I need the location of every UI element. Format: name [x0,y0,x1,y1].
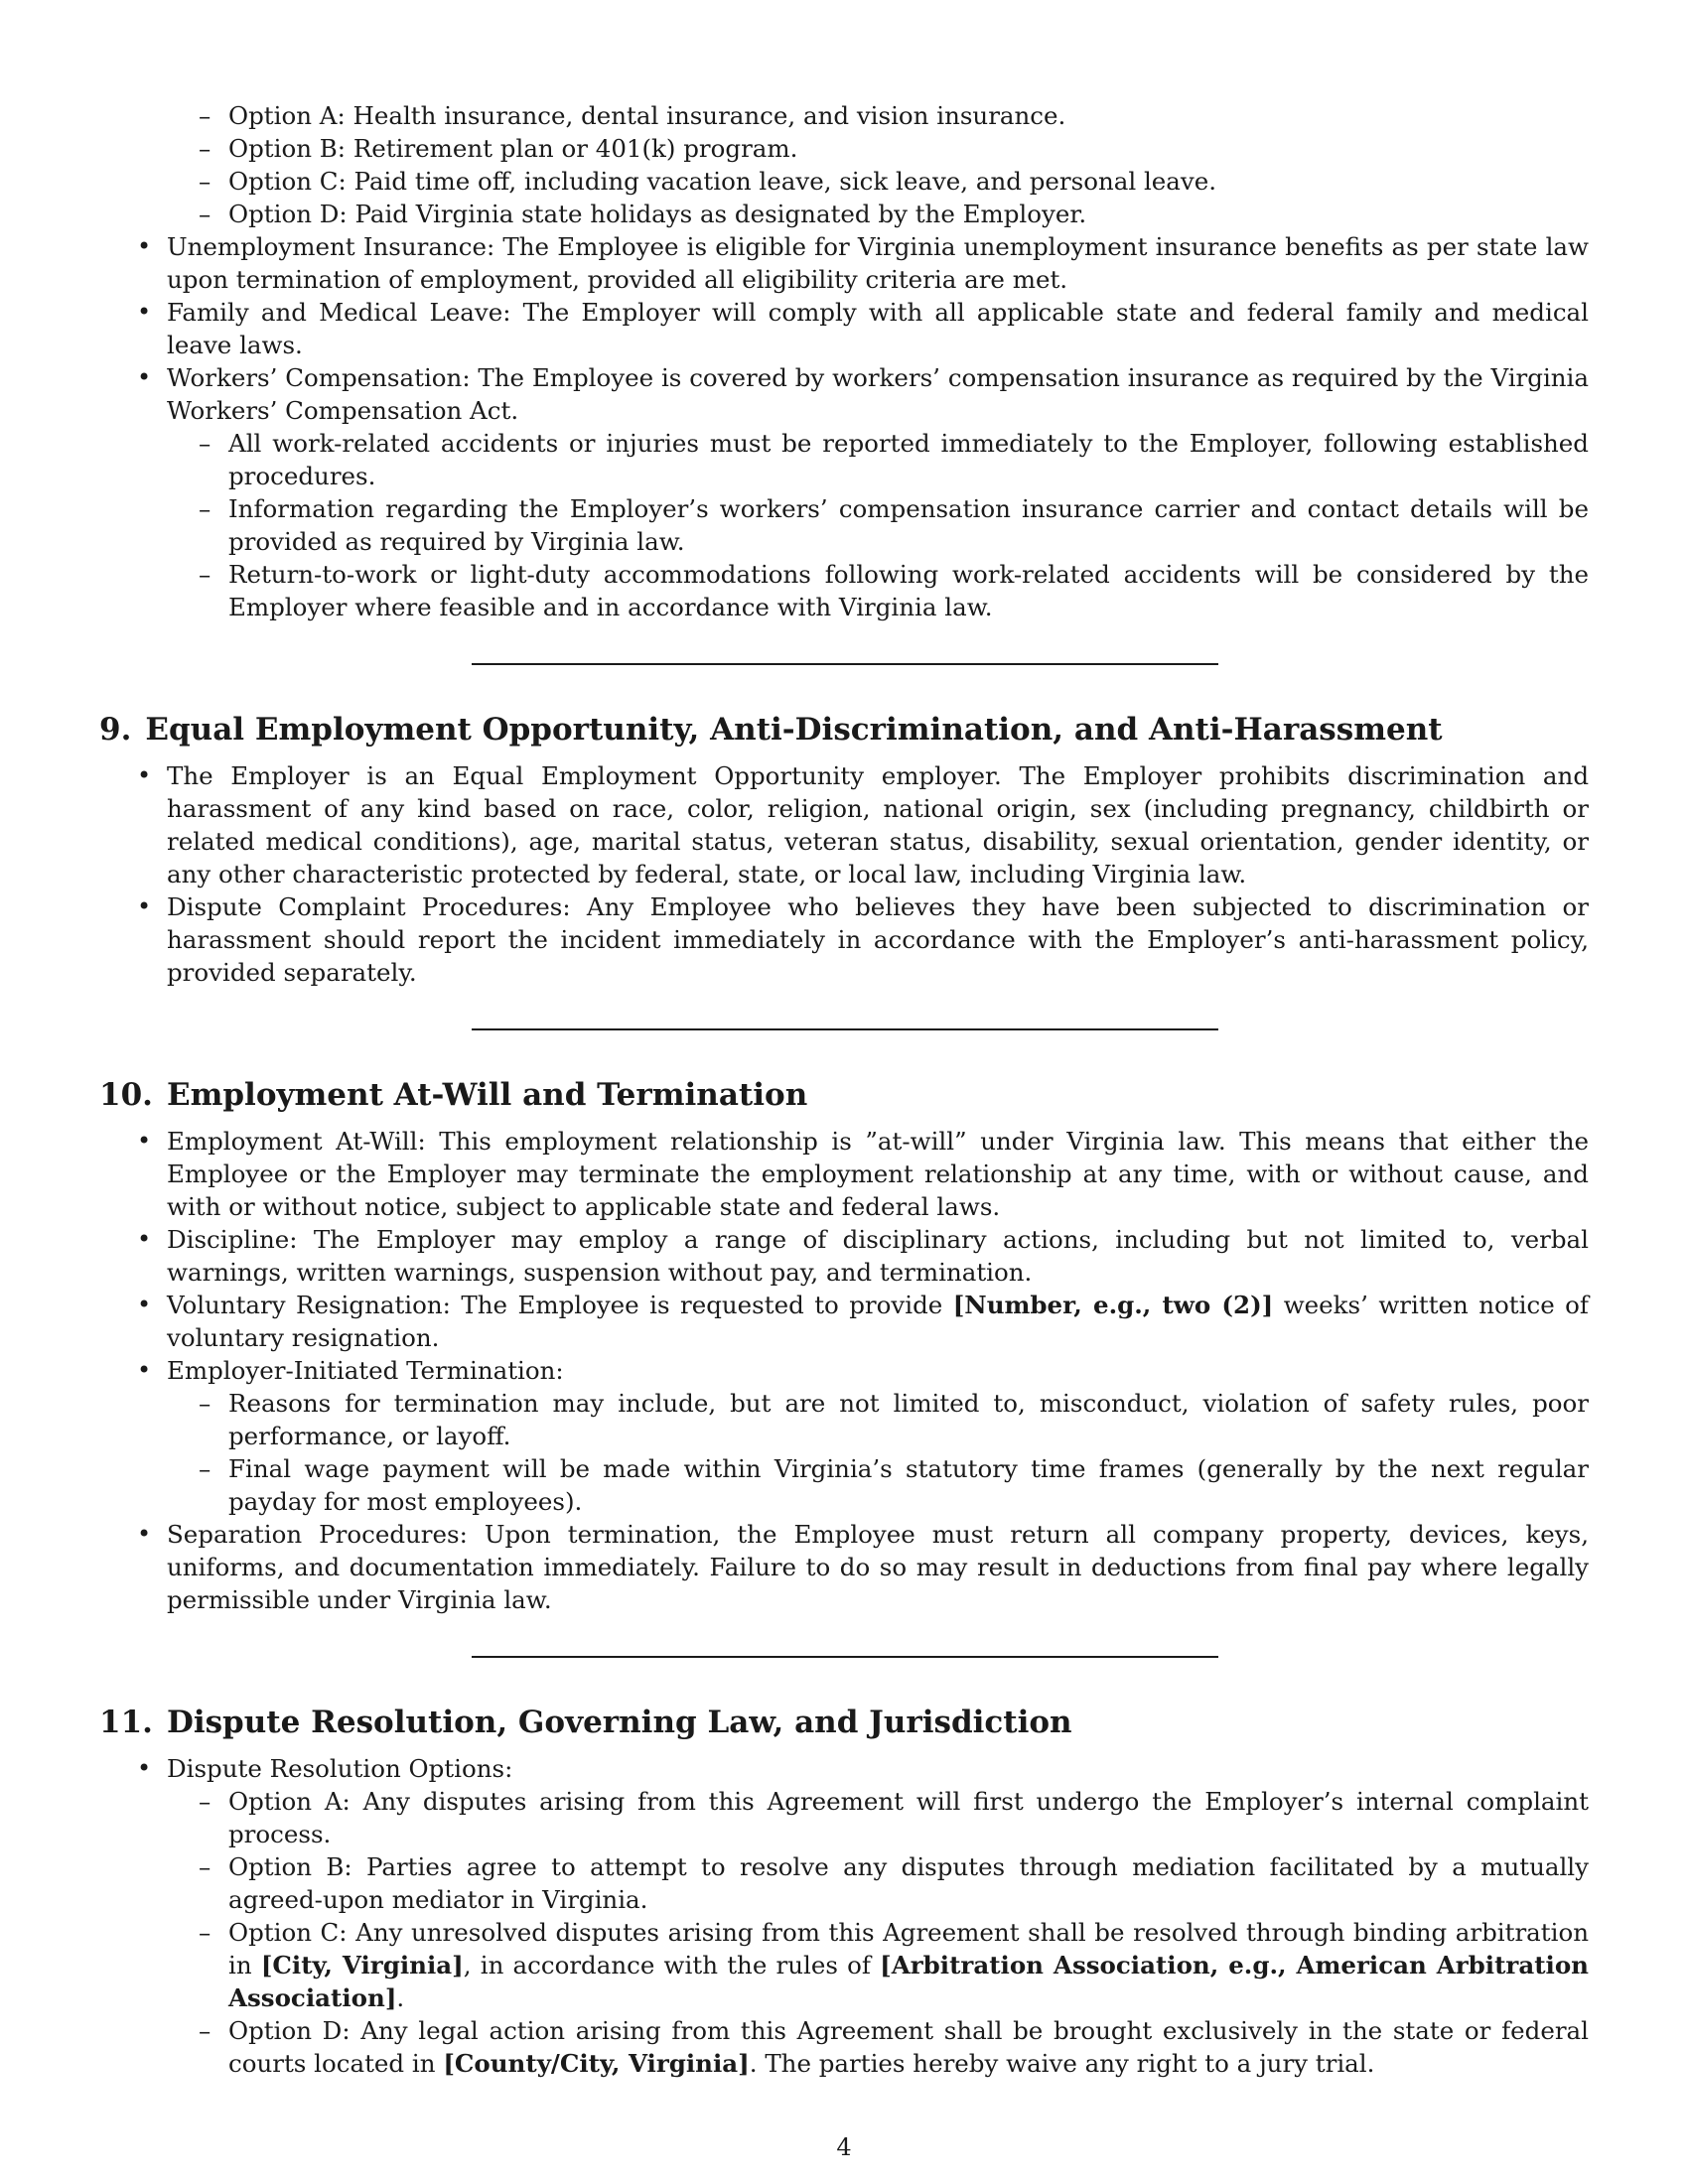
dispute-option-a: – Option A: Any disputes arising from this Agreement will first undergo the Employer’s internal complaint process. [228,1785,1589,1850]
dispute-option-b: – Option B: Parties agree to attempt to resolve any disputes through mediation facilitated by a mutually agreed-upon mediator in Virginia. [228,1850,1589,1916]
section-11-heading [99,1703,1589,1742]
option-d-text: Option D: Any legal action arising from this Agreement shall be brought exclusively in the state or federal courts located in [228,2016,1589,2078]
city-placeholder: [City, Virginia] [260,1951,464,1979]
option-c-text-mid: , in accordance with the rules of [463,1951,881,1979]
at-will-item: • Employment At-Will: This employment relationship is ”at-will” under Virginia law. This means that either the Employee or the Employer may terminate the employment relationship at any time, with or without cause, and with or without notice, subject to applicable state and federal laws. [167,1125,1589,1223]
section-10-list [99,1125,1589,1616]
section-title: Equal Employment Opportunity, Anti-Discrimination, and Anti-Harassment [145,712,1443,748]
resignation-text-end: weeks’ written notice of voluntary resignation. [167,1291,1589,1352]
section-title: Dispute Resolution, Governing Law, and Jurisdiction [166,1705,1072,1740]
county-placeholder: [County/City, Virginia] [443,2049,750,2078]
workers-compensation-sublist [167,427,1589,623]
dispute-options-label: Dispute Resolution Options: [167,1754,513,1783]
section-divider [472,663,1218,665]
section-title: Employment At-Will and Termination [166,1077,808,1113]
section-9-heading [99,710,1589,750]
arbitration-placeholder: [Arbitration Association, e.g., American Arbitration Association] [228,1951,1589,2012]
workers-comp-subitem: – Information regarding the Employer’s workers’ compensation insurance carrier and contact details will be provided as required by Virginia law. [228,492,1589,558]
option-c-text: Option C: Any unresolved disputes arising from this Agreement shall be resolved through binding arbitration in [228,1918,1589,1979]
family-medical-leave-item: • Family and Medical Leave: The Employer will comply with all applicable state and federal family and medical leave laws. [167,296,1589,361]
benefit-option-b: – Option B: Retirement plan or 401(k) program. [228,132,1589,165]
employer-termination-sublist [167,1387,1589,1518]
dispute-option-c [228,1916,1589,2014]
separation-procedures-item: • Separation Procedures: Upon termination, the Employee must return all company property, devices, keys, uniforms, and documentation immediately. Failure to do so may result in deductions from final pay where legally permissible under Virginia law. [167,1518,1589,1616]
benefits-items-list [99,230,1589,623]
dispute-options-item [167,1752,1589,2080]
section-divider [472,1028,1218,1030]
unemployment-insurance-item: • Unemployment Insurance: The Employee is eligible for Virginia unemployment insurance benefits as per state law upon termination of employment, provided all eligibility criteria are met. [167,230,1589,296]
workers-compensation-text: Workers’ Compensation: The Employee is covered by workers’ compensation insurance as required by the Virginia Workers’ Compensation Act. [167,363,1589,425]
dispute-options-sublist [167,1785,1589,2080]
section-11-list [99,1752,1589,2080]
eeo-statement-item: • The Employer is an Equal Employment Opportunity employer. The Employer prohibits discrimination and harassment of any kind based on race, color, religion, national origin, sex (including pregnancy, childbirth or related medical conditions), age, marital status, veteran status, disability, sexual orientation, gender identity, or any other characteristic protected by federal, state, or local law, including Virginia law. [167,759,1589,890]
resignation-placeholder: [Number, e.g., two (2)] [952,1291,1274,1319]
benefit-option-d: – Option D: Paid Virginia state holidays as designated by the Employer. [228,198,1589,230]
benefit-option-c: – Option C: Paid time off, including vacation leave, sick leave, and personal leave. [228,165,1589,198]
workers-comp-subitem: – Return-to-work or light-duty accommodations following work-related accidents will be considered by the Employer where feasible and in accordance with Virginia law. [228,558,1589,623]
voluntary-resignation-item [167,1289,1589,1354]
page-content [99,99,1589,2080]
option-c-text-end: . [396,1983,405,2012]
dispute-option-d [228,2014,1589,2080]
discipline-item: • Discipline: The Employer may employ a range of disciplinary actions, including but not limited to, verbal warnings, written warnings, suspension without pay, and termination. [167,1223,1589,1289]
termination-subitem: – Reasons for termination may include, but are not limited to, misconduct, violation of safety rules, poor performance, or layoff. [228,1387,1589,1452]
employer-termination-item [167,1354,1589,1518]
dispute-complaint-item: • Dispute Complaint Procedures: Any Employee who believes they have been subjected to discrimination or harassment should report the incident immediately in accordance with the Employer’s anti-harassment policy, provided separately. [167,890,1589,989]
employer-termination-label: Employer-Initiated Termination: [167,1356,564,1385]
termination-subitem: – Final wage payment will be made within Virginia’s statutory time frames (generally by the next regular payday for most employees). [228,1452,1589,1518]
section-number: 9. [99,712,132,748]
resignation-text: Voluntary Resignation: The Employee is requested to provide [167,1291,953,1319]
section-number: 10. [99,1077,153,1113]
section-divider [472,1656,1218,1658]
benefits-options-continuation [167,99,1589,230]
section-9-list [99,759,1589,989]
option-d-text-end: . The parties hereby waive any right to a jury trial. [749,2049,1375,2078]
benefit-option-a: – Option A: Health insurance, dental insurance, and vision insurance. [228,99,1589,132]
workers-compensation-item [167,361,1589,623]
section-number: 11. [99,1705,153,1740]
section-10-heading [99,1075,1589,1115]
benefits-options-list [167,99,1589,230]
workers-comp-subitem: – All work-related accidents or injuries must be reported immediately to the Employer, following established procedures. [228,427,1589,492]
page-number: 4 [836,2133,852,2161]
benefits-list [99,99,1589,230]
